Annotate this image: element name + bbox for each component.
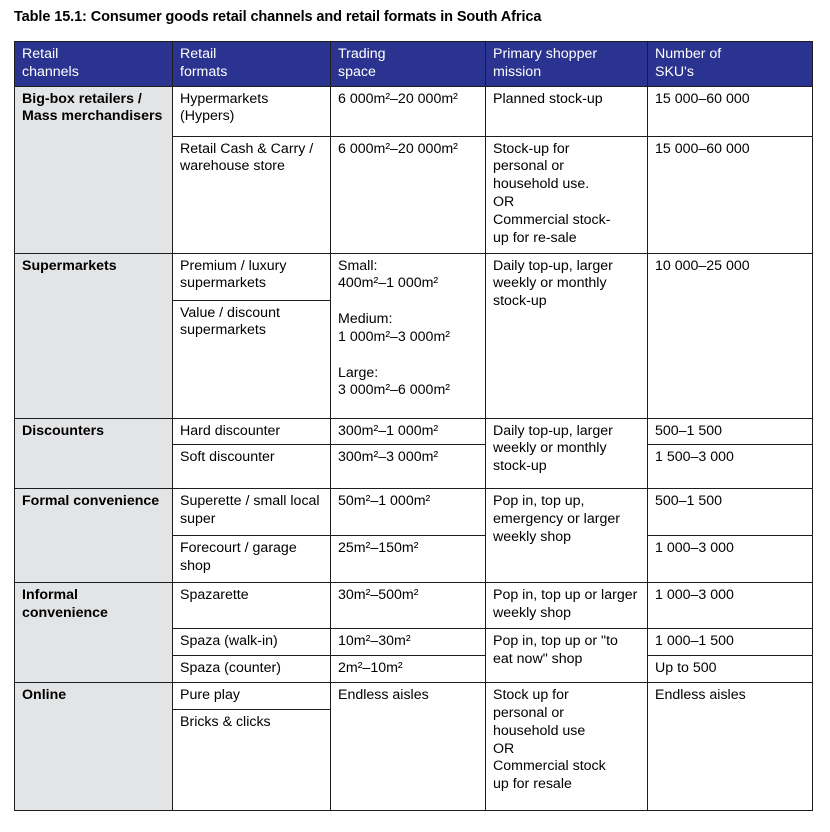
cell-format-spaza-counter: Spaza (counter) <box>173 656 331 683</box>
trading-space-value: 1 000m²–3 000m² <box>338 328 450 345</box>
header-line-1: Retail <box>180 46 217 62</box>
spacer <box>338 293 479 311</box>
table-row <box>15 418 813 445</box>
header-line-2: channels <box>22 63 79 80</box>
cell-format-soft-discounter: Soft discounter <box>173 445 331 489</box>
cell-trading-space-hard-discounter: 300m²–1 000m² <box>331 418 486 445</box>
mission-line: household use <box>493 722 586 739</box>
cell-skus-online: Endless aisles <box>648 683 813 811</box>
cell-trading-space-spazarette: 30m²–500m² <box>331 583 486 629</box>
cell-skus-cash-carry: 15 000–60 000 <box>648 136 813 253</box>
cell-format-cash-carry: Retail Cash & Carry / warehouse store <box>173 136 331 253</box>
table-row <box>15 253 813 300</box>
mission-line: household use. <box>493 176 590 193</box>
header-line-2: formats <box>180 63 228 80</box>
cell-mission-spaza: Pop in, top up or "to eat now" shop <box>486 629 648 683</box>
trading-space-value: 400m²–1 000m² <box>338 275 439 292</box>
cell-trading-space-spaza-counter: 2m²–10m² <box>331 656 486 683</box>
header-line-2: SKU's <box>655 63 694 80</box>
cell-skus-forecourt: 1 000–3 000 <box>648 536 813 583</box>
mission-line: up for resale <box>493 776 572 793</box>
header-line-1: Retail <box>22 46 59 62</box>
header-line-2: mission <box>493 63 542 80</box>
cell-format-premium-supermarkets: Premium / luxury supermarkets <box>173 253 331 300</box>
cell-format-spazarette: Spazarette <box>173 583 331 629</box>
header-line-2: space <box>338 63 376 80</box>
cell-format-bricks-clicks: Bricks & clicks <box>173 709 331 810</box>
column-header-retail-formats <box>173 42 331 87</box>
cell-format-hard-discounter: Hard discounter <box>173 418 331 445</box>
cell-format-hypermarkets: Hypermarkets (Hypers) <box>173 86 331 136</box>
cell-format-superette: Superette / small local super <box>173 489 331 536</box>
column-header-trading-space <box>331 42 486 87</box>
cell-mission-discounters: Daily top-up, larger weekly or monthly stock-up <box>486 418 648 489</box>
cell-trading-space-hypermarkets: 6 000m²–20 000m² <box>331 86 486 136</box>
retail-channels-table <box>14 41 813 811</box>
table-body <box>15 86 813 810</box>
cell-trading-space-online: Endless aisles <box>331 683 486 811</box>
table-row <box>15 583 813 629</box>
mission-line: Commercial stock- <box>493 211 611 228</box>
mission-line: personal or <box>493 704 564 721</box>
cell-mission-formal-convenience: Pop in, top up, emergency or larger weekly shop <box>486 489 648 583</box>
table-header <box>15 42 813 87</box>
trading-space-value: 3 000m²–6 000m² <box>338 382 450 399</box>
cell-skus-soft-discounter: 1 500–3 000 <box>648 445 813 489</box>
cell-skus-spazarette: 1 000–3 000 <box>648 583 813 629</box>
mission-line: OR <box>493 740 515 757</box>
cell-skus-superette: 500–1 500 <box>648 489 813 536</box>
table-caption: Table 15.1: Consumer goods retail channels and retail formats in South Africa <box>14 9 542 25</box>
cell-format-forecourt: Forecourt / garage shop <box>173 536 331 583</box>
cell-channel-formal-convenience: Formal convenience <box>15 489 173 583</box>
mission-line: Stock up for <box>493 687 569 704</box>
cell-skus-spaza-walkin: 1 000–1 500 <box>648 629 813 656</box>
trading-space-label: Medium: <box>338 311 393 328</box>
header-line-1: Trading <box>338 46 386 62</box>
cell-skus-hypermarkets: 15 000–60 000 <box>648 86 813 136</box>
cell-skus-supermarkets: 10 000–25 000 <box>648 253 813 418</box>
cell-trading-space-soft-discounter: 300m²–3 000m² <box>331 445 486 489</box>
cell-format-value-supermarkets: Value / discount supermarkets <box>173 300 331 418</box>
spacer <box>338 347 479 365</box>
header-line-1: Primary shopper <box>493 46 598 62</box>
trading-space-label: Large: <box>338 364 379 381</box>
trading-space-label: Small: <box>338 257 378 274</box>
cell-trading-space-forecourt: 25m²–150m² <box>331 536 486 583</box>
cell-format-spaza-walkin: Spaza (walk-in) <box>173 629 331 656</box>
header-line-1: Number of <box>655 46 722 62</box>
cell-channel-discounters: Discounters <box>15 418 173 489</box>
cell-channel-bigbox: Big-box retailers / Mass merchandisers <box>15 86 173 253</box>
column-header-primary-shopper-mission <box>486 42 648 87</box>
cell-channel-online: Online <box>15 683 173 811</box>
column-header-number-of-skus <box>648 42 813 87</box>
table-row <box>15 489 813 536</box>
mission-line: OR <box>493 194 515 211</box>
cell-skus-spaza-counter: Up to 500 <box>648 656 813 683</box>
mission-line: Stock-up for <box>493 140 570 157</box>
cell-mission-supermarkets: Daily top-up, larger weekly or monthly stock-up <box>486 253 648 418</box>
cell-skus-hard-discounter: 500–1 500 <box>648 418 813 445</box>
cell-trading-space-supermarkets <box>331 253 486 418</box>
mission-line: personal or <box>493 158 564 175</box>
cell-trading-space-cash-carry: 6 000m²–20 000m² <box>331 136 486 253</box>
cell-channel-informal-convenience: Informal convenience <box>15 583 173 683</box>
cell-mission-hypermarkets: Planned stock-up <box>486 86 648 136</box>
mission-line: up for re-sale <box>493 229 577 246</box>
cell-format-pure-play: Pure play <box>173 683 331 710</box>
table-row <box>15 683 813 710</box>
cell-mission-spazarette: Pop in, top up or larger weekly shop <box>486 583 648 629</box>
cell-mission-cash-carry <box>486 136 648 253</box>
table-row <box>15 86 813 136</box>
cell-channel-supermarkets: Supermarkets <box>15 253 173 418</box>
cell-trading-space-spaza-walkin: 10m²–30m² <box>331 629 486 656</box>
cell-trading-space-superette: 50m²–1 000m² <box>331 489 486 536</box>
column-header-retail-channels <box>15 42 173 87</box>
header-row <box>15 42 813 87</box>
cell-mission-online <box>486 683 648 811</box>
mission-line: Commercial stock <box>493 758 606 775</box>
